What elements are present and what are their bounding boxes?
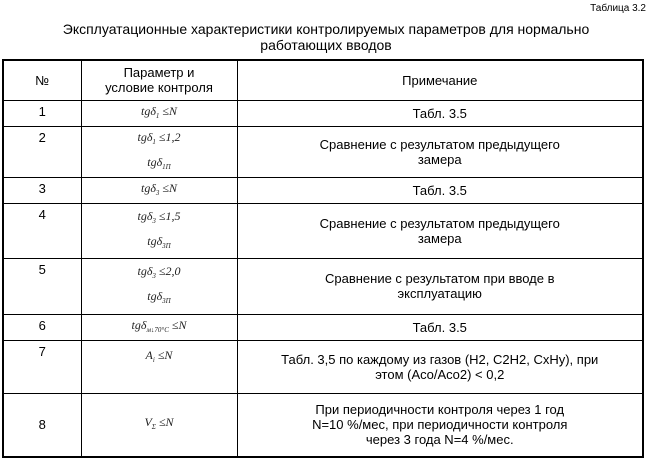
param-condition: ≤1,5 <box>155 208 181 223</box>
table-row <box>3 314 643 340</box>
param-symbol: tgδ <box>137 208 153 223</box>
param-symbol: tgδ <box>140 180 156 195</box>
param-symbol: tgδ <box>147 289 163 303</box>
table-title-line-2: работающих вводов <box>260 37 392 53</box>
row-note <box>237 100 643 126</box>
header-parameter <box>81 60 237 100</box>
param-condition: ≤N <box>159 103 177 118</box>
param-subscript: Σ <box>151 423 156 432</box>
row-parameter <box>81 126 237 177</box>
param-symbol: tgδ <box>137 264 153 278</box>
param-line-2 <box>82 286 237 311</box>
row-note <box>237 177 643 203</box>
row-parameter <box>81 177 237 203</box>
param-condition: ≤2,0 <box>155 264 181 278</box>
param-condition: ≤N <box>159 180 177 195</box>
header-note: Примечание <box>237 60 643 100</box>
param-line-2 <box>82 231 237 256</box>
row-number: 8 <box>3 393 81 457</box>
table-number-label: Таблица 3.2 <box>590 3 646 14</box>
row-parameter <box>81 340 237 393</box>
characteristics-table <box>2 59 644 458</box>
row-note <box>237 258 643 314</box>
row-number: 6 <box>3 314 81 340</box>
param-line-2 <box>82 152 237 177</box>
note-line-2: замера <box>417 151 462 167</box>
note-line-1: Табл. 3,5 по каждому из газов (H2, C2H2, CxHy), при <box>281 351 599 367</box>
param-subscript: i <box>152 355 155 364</box>
row-note <box>237 203 643 258</box>
param-line-1 <box>82 261 237 286</box>
table-row <box>3 393 643 457</box>
note-line-1: Сравнение с результатом предыдущего <box>319 215 560 231</box>
table-row <box>3 177 643 203</box>
param-subscript: 3 <box>152 272 156 280</box>
header-parameter-line-2: условие контроля <box>105 80 213 96</box>
param-line-1 <box>82 127 237 152</box>
note-line-1: При периодичности контроля через 1 год <box>315 402 565 418</box>
param-subscript: м↓70°C <box>146 325 169 334</box>
param-symbol: tgδ <box>140 103 156 118</box>
note-line-1: Табл. 3.5 <box>412 182 467 198</box>
table-title <box>8 21 644 53</box>
table-header-row <box>3 60 643 100</box>
header-parameter-line-1: Параметр и <box>123 65 195 81</box>
param-symbol: V <box>144 415 152 430</box>
row-number: 2 <box>3 126 81 177</box>
param-subscript: 1П <box>162 162 171 171</box>
table-row <box>3 340 643 393</box>
param-symbol: tgδ <box>137 129 153 144</box>
param-subscript: 3 <box>152 216 156 225</box>
param-symbol: tgδ <box>147 233 163 248</box>
table-row <box>3 100 643 126</box>
table-title-line-1: Эксплуатационные характеристики контролируемых параметров для нормально <box>62 21 590 37</box>
param-symbol: tgδ <box>131 317 147 332</box>
param-condition: ≤N <box>155 415 174 430</box>
row-note <box>237 393 643 457</box>
row-number: 1 <box>3 100 81 126</box>
param-subscript: 3П <box>162 241 171 250</box>
row-number: 3 <box>3 177 81 203</box>
note-line-1: Табл. 3.5 <box>412 319 467 335</box>
table-row <box>3 203 643 258</box>
row-parameter <box>81 100 237 126</box>
row-parameter <box>81 203 237 258</box>
note-line-2: N=10 %/мес, при периодичности контроля <box>312 417 568 433</box>
row-parameter <box>81 314 237 340</box>
row-note <box>237 314 643 340</box>
param-subscript: 3 <box>155 188 160 197</box>
row-parameter <box>81 258 237 314</box>
row-number: 4 <box>3 203 81 258</box>
note-line-2: этом (Aco/Aco2) < 0,2 <box>375 366 505 382</box>
note-line-2: замера <box>417 230 462 246</box>
param-symbol: tgδ <box>147 154 163 169</box>
note-line-2: эксплуатацию <box>397 286 482 301</box>
param-symbol: A <box>145 347 153 362</box>
table-row <box>3 126 643 177</box>
note-line-3: через 3 года N=4 %/мес. <box>365 432 514 448</box>
table-row <box>3 258 643 314</box>
param-subscript: 3П <box>162 297 171 305</box>
note-line-1: Сравнение с результатом при вводе в <box>324 271 555 286</box>
row-note <box>237 126 643 177</box>
param-condition: ≤1,2 <box>155 129 181 144</box>
param-condition: ≤N <box>168 317 187 332</box>
row-note <box>237 340 643 393</box>
note-line-1: Сравнение с результатом предыдущего <box>319 136 560 152</box>
param-subscript: 1 <box>155 111 160 120</box>
param-condition: ≤N <box>154 347 173 362</box>
param-line-1 <box>82 206 237 231</box>
param-subscript: 1 <box>152 137 156 146</box>
row-number: 5 <box>3 258 81 314</box>
note-line-1: Табл. 3.5 <box>412 105 467 121</box>
row-parameter <box>81 393 237 457</box>
header-number: № <box>3 60 81 100</box>
row-number: 7 <box>3 340 81 393</box>
